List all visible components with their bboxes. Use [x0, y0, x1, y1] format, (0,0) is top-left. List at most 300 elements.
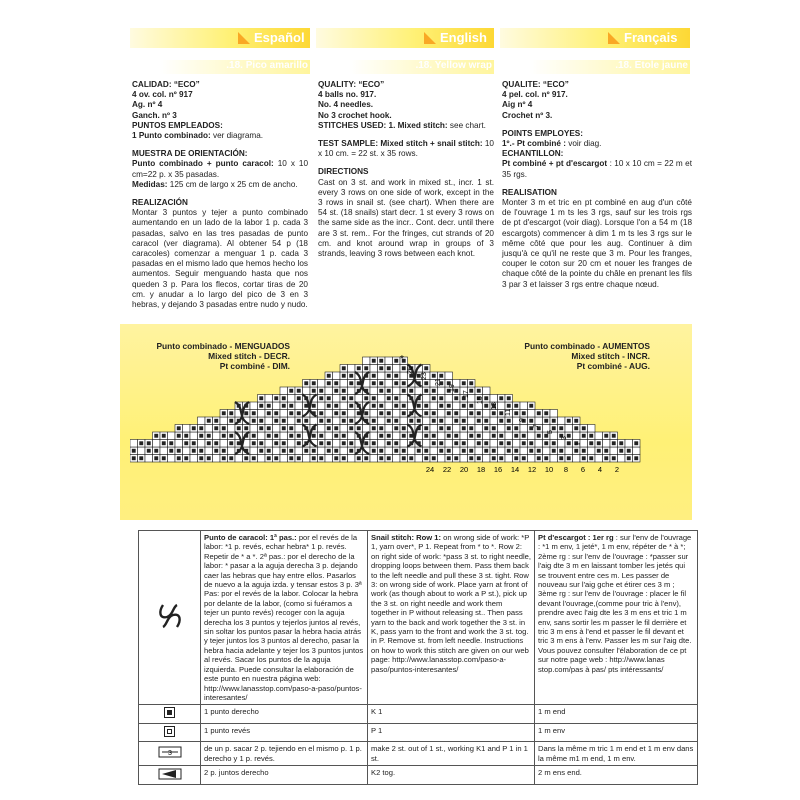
chart-knit-mark	[582, 449, 586, 453]
chart-knit-mark	[439, 441, 443, 445]
chart-cell	[423, 395, 431, 403]
chart-row-label: 17	[463, 390, 470, 398]
chart-knit-mark	[469, 381, 473, 385]
chart-knit-mark	[372, 381, 376, 385]
chart-cell	[153, 440, 161, 448]
chart-cell	[130, 440, 138, 448]
key-fr: Dans la même m tric 1 m end et 1 m env dans la même m1 m end, 1 m env.	[535, 742, 698, 766]
snail-fr: Pt d'escargot : 1er rg : sur l'env de l'ouvrage : *1 m env, 1 jeté*, 1 m env, répéter de * à *; 2ème rg : sur l'env de l'ouvrage : *passer sur l'aig dte 3 m en laissant tomber les jetés qui se trouvent entre ces m. Les passer de nouveau sur l'aig gche et étirer ces 3 m ; 3ème rg : sur l'env de l'ouvrage : placer le fil devant l'ouvrage,(comme pour tric à l'env), prendre avec l'aig dte les 3 m ens et tric 1 m env, sans sortir les m passer le fil derrière et tric 3 m ens à l'end et passer le fil devant et tric 3 m ens à l'env. Passer les m sur l'aig dte. Vous pouvez consulter l'élaboration de ce pt sur notre page web : http://www.lanas stop.com/pas à pas/ pts intéressants/	[535, 531, 698, 705]
chart-knit-mark	[447, 456, 451, 460]
chart-cell	[453, 402, 461, 410]
chart-cell	[475, 447, 483, 455]
chart-knit-mark	[372, 396, 376, 400]
en-stitches: STITCHES USED: 1. Mixed stitch: see chart.	[318, 120, 486, 130]
chart-knit-mark	[357, 366, 361, 370]
chart-knit-mark	[454, 434, 458, 438]
header-fr	[500, 28, 690, 48]
chart-cell	[348, 432, 356, 440]
chart-knit-mark	[469, 449, 473, 453]
column-fr	[502, 80, 692, 290]
chart-knit-mark	[612, 441, 616, 445]
chart-cell	[498, 447, 506, 455]
chart-knit-mark	[379, 434, 383, 438]
chart-knit-mark	[424, 426, 428, 430]
chart-cell	[423, 440, 431, 448]
chart-knit-mark	[312, 456, 316, 460]
chart-cell	[520, 425, 528, 433]
chart-knit-mark	[327, 449, 331, 453]
chart-knit-mark	[439, 404, 443, 408]
chart-cell	[348, 387, 356, 395]
chart-knit-mark	[334, 389, 338, 393]
chart-knit-mark	[567, 441, 571, 445]
chart-knit-mark	[319, 389, 323, 393]
chart-cell	[438, 387, 446, 395]
chart-knit-mark	[349, 404, 353, 408]
chart-knit-mark	[199, 426, 203, 430]
key-en: P 1	[368, 723, 535, 741]
chart-cell	[205, 425, 213, 433]
chart-knit-mark	[229, 456, 233, 460]
chart-cell	[603, 440, 611, 448]
chart-knit-mark	[634, 441, 638, 445]
chart-knit-mark	[297, 441, 301, 445]
chart-knit-mark	[417, 449, 421, 453]
chart-cell	[385, 380, 393, 388]
chart-knit-mark	[379, 456, 383, 460]
chart-knit-mark	[552, 426, 556, 430]
chart-knit-mark	[454, 396, 458, 400]
chart-cell	[400, 417, 408, 425]
chart-cell	[213, 432, 221, 440]
chart-cell	[378, 440, 386, 448]
chart-cell	[528, 432, 536, 440]
chart-cell	[453, 425, 461, 433]
chart-knit-mark	[462, 381, 466, 385]
chart-knit-mark	[394, 396, 398, 400]
chart-knit-mark	[259, 396, 263, 400]
chart-cell	[385, 402, 393, 410]
chart-knit-mark	[529, 441, 533, 445]
es-muestra: Punto combinado + punto caracol: 10 x 10 cm=22 p. x 35 pasadas.	[132, 159, 309, 179]
en-line: No. 4 needles.	[318, 100, 374, 110]
chart-knit-mark	[252, 441, 256, 445]
chart-knit-mark	[469, 456, 473, 460]
chart-knit-mark	[387, 419, 391, 423]
chart-cell	[445, 440, 453, 448]
key-es: 2 p. juntos derecho	[201, 765, 368, 784]
chart-cell	[333, 440, 341, 448]
chart-cell	[610, 447, 618, 455]
chart-row-label: 9	[519, 418, 526, 422]
chart-knit-mark	[439, 374, 443, 378]
chart-knit-mark	[537, 411, 541, 415]
chart-knit-mark	[349, 374, 353, 378]
es-line: Ag. nº 4	[132, 100, 163, 110]
chart-knit-mark	[574, 426, 578, 430]
chart-cell	[408, 447, 416, 455]
chart-knit-mark	[492, 426, 496, 430]
chart-knit-mark	[559, 449, 563, 453]
chart-knit-mark	[469, 404, 473, 408]
chart-knit-mark	[327, 381, 331, 385]
chart-knit-mark	[387, 374, 391, 378]
chart-cell	[490, 440, 498, 448]
chart-cell	[558, 417, 566, 425]
chart-knit-mark	[267, 411, 271, 415]
chart-cell	[385, 425, 393, 433]
chart-knit-mark	[327, 404, 331, 408]
chart-knit-mark	[342, 389, 346, 393]
chart-knit-mark	[447, 411, 451, 415]
chart-row-label: 19	[449, 384, 456, 392]
chart-knit-mark	[289, 456, 293, 460]
chart-knit-mark	[387, 366, 391, 370]
chart-knit-mark	[342, 374, 346, 378]
chart-cell	[393, 410, 401, 418]
chart-knit-mark	[162, 434, 166, 438]
chart-cell	[325, 432, 333, 440]
chart-knit-mark	[402, 404, 406, 408]
chart-knit-mark	[402, 449, 406, 453]
chart-knit-mark	[289, 434, 293, 438]
chart-knit-mark	[424, 404, 428, 408]
chart-knit-mark	[477, 456, 481, 460]
chart-cell	[183, 425, 191, 433]
chart-knit-mark	[349, 396, 353, 400]
chart-knit-mark	[484, 441, 488, 445]
chart-row-label: 14	[510, 465, 520, 474]
chart-cell	[318, 380, 326, 388]
knit-icon	[164, 707, 175, 718]
chart-knit-mark	[267, 404, 271, 408]
chart-knit-mark	[222, 449, 226, 453]
chart-cell	[430, 447, 438, 455]
chart-knit-mark	[154, 449, 158, 453]
chart-cell	[258, 455, 266, 463]
chart-knit-mark	[282, 441, 286, 445]
chart-knit-mark	[484, 419, 488, 423]
key-es: 1 punto revés	[201, 723, 368, 741]
chart-knit-mark	[454, 419, 458, 423]
chart-knit-mark	[342, 441, 346, 445]
chart-knit-mark	[477, 434, 481, 438]
stitch-chart	[130, 350, 670, 480]
chart-cell	[370, 365, 378, 373]
es-line: Ganch. nº 3	[132, 110, 177, 120]
chart-cell	[505, 455, 513, 463]
fr-line: 4 pel. col. nº 917.	[502, 90, 568, 100]
chart-knit-mark	[327, 419, 331, 423]
chart-knit-mark	[199, 449, 203, 453]
chart-knit-mark	[334, 381, 338, 385]
chart-cell	[280, 410, 288, 418]
chart-knit-mark	[379, 381, 383, 385]
chart-knit-mark	[537, 449, 541, 453]
chart-knit-mark	[432, 419, 436, 423]
chart-knit-mark	[297, 396, 301, 400]
chart-knit-mark	[319, 434, 323, 438]
es-real-title: REALIZACIÓN	[132, 198, 188, 208]
chart-knit-mark	[132, 449, 136, 453]
chart-knit-mark	[297, 411, 301, 415]
chart-knit-mark	[349, 419, 353, 423]
chart-knit-mark	[424, 456, 428, 460]
chart-knit-mark	[372, 449, 376, 453]
es-line: CALIDAD: “ECO”	[132, 80, 200, 89]
chart-cell	[295, 402, 303, 410]
chart-cell	[258, 410, 266, 418]
chart-cell	[228, 447, 236, 455]
chart-knit-mark	[154, 434, 158, 438]
chart-cell	[378, 417, 386, 425]
chart-cell	[265, 417, 273, 425]
chart-cell	[318, 402, 326, 410]
chart-knit-mark	[574, 449, 578, 453]
chart-cell	[400, 440, 408, 448]
chart-knit-mark	[402, 366, 406, 370]
chart-knit-mark	[214, 426, 218, 430]
chart-cell	[280, 432, 288, 440]
snail-symbol	[139, 531, 201, 705]
fr-real-text: Monter 3 m et tric en pt combiné en aug d'un côté de l'ouvrage 1 m ts les 3 rgs, sauf sur les trois rgs de pt d'escargot (voir diag). Lorsque l'on a 54 m (18 escargots) commencer à dim 1 m ts les 3 rgs sur le même côté que pour les aug. Continuer à dim jusqu'à ce qu'il ne reste que 3 m. Pour les franges, couper le coton sur 20 cm et nouer les franges de chaque côté de la pointe du châle en prenant les fils 3 par 3 et laisser 3 rgs entre chaque nœud.	[502, 198, 692, 289]
chart-row-label: 8	[563, 465, 569, 474]
chart-cell	[295, 425, 303, 433]
chart-cell	[333, 372, 341, 380]
chart-knit-mark	[252, 456, 256, 460]
chart-knit-mark	[432, 434, 436, 438]
chart-knit-mark	[297, 419, 301, 423]
chart-knit-mark	[184, 456, 188, 460]
chart-cell	[483, 455, 491, 463]
snail-en: Snail stitch: Row 1: on wrong side of work: *P 1, yarn over*, P 1. Repeat from * to *. Row 2: on right side of work: *pass 3 st. to right needle, dropping loops between them. Pass them back to the left needle and pull these 3 st. tight. Row 3: on wrong side of work. Place yarn at front of work (as though about to work a P st.), pick up the 3 st. on right needle and work them together in P without releasing st.. Then pass yarn to the back and work together the 3 st. in K, pass yarn to the front and work the 3 st. tog. in P. Remove st. from left needle. Instructions on how to work this stitch are given on our web page: http://www.lanasstop.com/paso-a-paso/puntos-interesantes/	[368, 531, 535, 705]
stitch-key-table	[138, 530, 698, 785]
chart-knit-mark	[274, 441, 278, 445]
chart-cell	[318, 425, 326, 433]
chart-cell	[273, 425, 281, 433]
fr-ech: Pt combiné + pt d'escargot : 10 x 10 cm = 22 m et 35 rgs.	[502, 159, 692, 179]
es-line: PUNTOS EMPLEADOS:	[132, 120, 223, 130]
chart-knit-mark	[402, 434, 406, 438]
chart-cell	[348, 365, 356, 373]
chart-cell	[460, 455, 468, 463]
chart-knit-mark	[267, 426, 271, 430]
chart-knit-mark	[484, 449, 488, 453]
chart-cell	[565, 425, 573, 433]
chart-knit-mark	[207, 456, 211, 460]
chart-knit-mark	[447, 449, 451, 453]
chart-knit-mark	[447, 434, 451, 438]
chart-knit-mark	[402, 411, 406, 415]
chart-row-label: 18	[476, 465, 486, 474]
chart-cell	[265, 395, 273, 403]
chart-knit-mark	[537, 434, 541, 438]
chart-cell	[198, 440, 206, 448]
chart-knit-mark	[514, 456, 518, 460]
chart-knit-mark	[492, 411, 496, 415]
chart-knit-mark	[319, 441, 323, 445]
fr-ech-title: ECHANTILLON:	[502, 149, 564, 159]
chart-cell	[535, 440, 543, 448]
chart-cell	[550, 455, 558, 463]
chart-knit-mark	[417, 419, 421, 423]
chart-knit-mark	[469, 434, 473, 438]
chart-knit-mark	[454, 456, 458, 460]
chart-knit-mark	[252, 411, 256, 415]
chart-knit-mark	[529, 419, 533, 423]
column-es	[132, 80, 308, 310]
chart-knit-mark	[372, 441, 376, 445]
fr-stitch: 1º.- Pt combiné : voir diag.	[502, 139, 602, 149]
chart-cell	[430, 425, 438, 433]
chart-knit-mark	[387, 411, 391, 415]
en-line: QUALITY: “ECO”	[318, 80, 385, 89]
chart-knit-mark	[342, 411, 346, 415]
chart-cell	[415, 387, 423, 395]
chart-cell	[543, 447, 551, 455]
chart-knit-mark	[177, 449, 181, 453]
chart-cell	[175, 440, 183, 448]
chart-knit-mark	[424, 381, 428, 385]
chart-cell	[438, 432, 446, 440]
chart-knit-mark	[349, 381, 353, 385]
chart-knit-mark	[342, 396, 346, 400]
chart-knit-mark	[604, 434, 608, 438]
chart-knit-mark	[379, 359, 383, 363]
chart-knit-mark	[319, 396, 323, 400]
chart-knit-mark	[177, 426, 181, 430]
chart-knit-mark	[222, 456, 226, 460]
chart-knit-mark	[244, 426, 248, 430]
chart-knit-mark	[372, 359, 376, 363]
chart-knit-mark	[544, 419, 548, 423]
chart-cell	[370, 410, 378, 418]
chart-cell	[370, 387, 378, 395]
chart-knit-mark	[364, 456, 368, 460]
triangle-icon	[238, 32, 250, 44]
chart-knit-mark	[394, 359, 398, 363]
es-muestra-title: MUESTRA DE ORIENTACIÓN:	[132, 149, 248, 159]
chart-knit-mark	[312, 404, 316, 408]
chart-cell	[460, 410, 468, 418]
chart-knit-mark	[259, 449, 263, 453]
chart-knit-mark	[424, 449, 428, 453]
chart-cell	[400, 395, 408, 403]
chart-cell	[325, 455, 333, 463]
chart-knit-mark	[192, 441, 196, 445]
chart-row-label: 3	[561, 436, 568, 440]
chart-cell	[393, 455, 401, 463]
chart-cell	[393, 432, 401, 440]
chart-knit-mark	[507, 426, 511, 430]
chart-knit-mark	[454, 441, 458, 445]
purl-icon	[164, 726, 175, 737]
chart-knit-mark	[627, 456, 631, 460]
header-en-label: English	[440, 30, 487, 45]
chart-knit-mark	[297, 456, 301, 460]
chart-knit-mark	[612, 434, 616, 438]
chart-knit-mark	[349, 441, 353, 445]
chart-knit-mark	[334, 456, 338, 460]
key-en: K2 tog.	[368, 765, 535, 784]
chart-cell	[565, 447, 573, 455]
chart-knit-mark	[394, 449, 398, 453]
chart-knit-mark	[379, 411, 383, 415]
triangle-icon	[424, 32, 436, 44]
k2tog-icon	[158, 768, 182, 780]
snail-icon	[157, 601, 183, 631]
chart-cell	[138, 447, 146, 455]
chart-cell	[183, 447, 191, 455]
chart-knit-mark	[432, 456, 436, 460]
chart-knit-mark	[304, 449, 308, 453]
chart-row-label: 21	[435, 378, 442, 386]
header-fr-label: Français	[624, 30, 678, 45]
chart-knit-mark	[447, 426, 451, 430]
es-medidas: Medidas: 125 cm de largo x 25 cm de ancho.	[132, 179, 298, 189]
chart-knit-mark	[454, 411, 458, 415]
chart-knit-mark	[364, 411, 368, 415]
chart-row-label: 2	[614, 465, 620, 474]
chart-cell	[370, 455, 378, 463]
chart-knit-mark	[604, 449, 608, 453]
chart-knit-mark	[259, 404, 263, 408]
chart-row-label: 12	[527, 465, 537, 474]
svg-text:3: 3	[167, 750, 172, 758]
chart-knit-mark	[507, 419, 511, 423]
chart-knit-mark	[312, 449, 316, 453]
chart-knit-mark	[394, 381, 398, 385]
chart-cell	[190, 432, 198, 440]
chart-cell	[498, 425, 506, 433]
chart-knit-mark	[522, 456, 526, 460]
chart-cell	[288, 440, 296, 448]
chart-knit-mark	[289, 411, 293, 415]
chart-knit-mark	[169, 441, 173, 445]
chart-knit-mark	[379, 366, 383, 370]
chart-knit-mark	[169, 449, 173, 453]
chart-knit-mark	[612, 456, 616, 460]
chart-knit-mark	[162, 456, 166, 460]
chart-cell	[468, 417, 476, 425]
triangle-icon	[608, 32, 620, 44]
chart-cell	[595, 432, 603, 440]
fr-real-title: REALISATION	[502, 187, 557, 197]
chart-knit-mark	[139, 456, 143, 460]
chart-cell	[213, 455, 221, 463]
legend-increase: Punto combinado - AUMENTOS Mixed stitch - INCR. Pt combiné - AUG.	[524, 341, 650, 371]
fr-line: Aig nº 4	[502, 100, 533, 110]
chart-cell	[475, 425, 483, 433]
chart-knit-mark	[477, 411, 481, 415]
chart-knit-mark	[499, 456, 503, 460]
chart-knit-mark	[619, 449, 623, 453]
chart-row-label: 16	[493, 465, 503, 474]
chart-knit-mark	[282, 396, 286, 400]
chart-cell	[520, 402, 528, 410]
chart-cell	[340, 402, 348, 410]
chart-cell	[528, 455, 536, 463]
chart-knit-mark	[282, 404, 286, 408]
chart-knit-mark	[252, 419, 256, 423]
chart-knit-mark	[274, 419, 278, 423]
chart-knit-mark	[394, 419, 398, 423]
chart-knit-mark	[139, 441, 143, 445]
chart-knit-mark	[582, 426, 586, 430]
chart-cell	[573, 455, 581, 463]
chart-knit-mark	[162, 441, 166, 445]
chart-knit-mark	[334, 426, 338, 430]
